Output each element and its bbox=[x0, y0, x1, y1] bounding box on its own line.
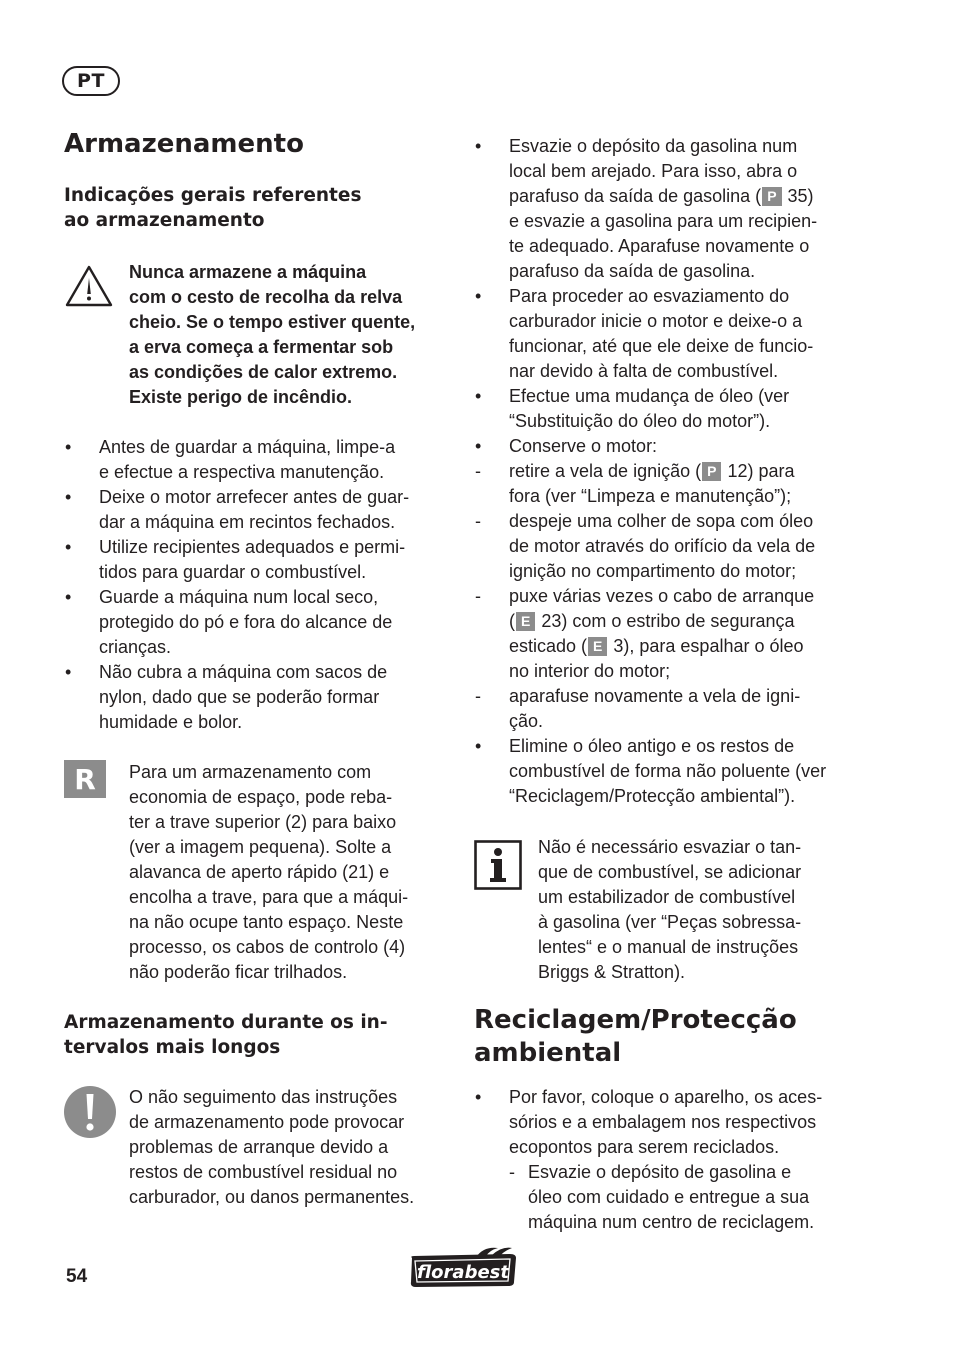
list-item: • Não cubra a máquina com sacos de nylon, dado que se poderão formar humidade e bolor. bbox=[65, 662, 388, 732]
section-title-reciclagem: Reciclagem/Protecção ambiental bbox=[474, 1005, 797, 1068]
r-reference-icon: R bbox=[64, 760, 106, 798]
list-item: • Esvazie o depósito da gasolina num local bem arejado. Para isso, abra o parafuso da saída de gasolina ( P 35) e esvazie a gasolina para um recipien- te adequado. Aparafuse novamente o parafuso da saída de gasolina. bbox=[475, 136, 818, 281]
list-item: • Antes de guardar a máquina, limpe-a e efectue a respectiva manutenção. bbox=[65, 437, 396, 482]
list-item: • Guarde a máquina num local seco, protegido do pó e fora do alcance de crianças. bbox=[65, 587, 393, 657]
exclaim-note-text: O não seguimento das instruções de armazenamento pode provocar problemas de arranque devido a restos de combustível residual no carburador, ou danos permanentes. bbox=[129, 1087, 415, 1207]
warning-text: Nunca armazene a máquina com o cesto de recolha da relva cheio. Se o tempo estiver quente, a erva começa a fermentar sob as condições de calor extremo. Existe perigo de incêndio. bbox=[129, 262, 416, 407]
language-badge: PT bbox=[62, 66, 120, 96]
list-item: • Deixe o motor arrefecer antes de guar- dar a máquina em recintos fechados. bbox=[65, 487, 410, 532]
list-item: • Elimine o óleo antigo e os restos de combustível de forma não poluente (ver “Reciclagem/Protecção ambiental”). bbox=[475, 736, 827, 806]
page-number: 54 bbox=[66, 1266, 88, 1287]
section-title-armazenamento: Armazenamento bbox=[64, 129, 304, 159]
exclamation-circle-icon bbox=[63, 1085, 117, 1139]
storage-bullet-list bbox=[65, 435, 455, 735]
list-item: - Esvazie o depósito de gasolina e óleo com cuidado e entregue a sua máquina num centro de reciclagem. bbox=[509, 1162, 815, 1232]
florabest-logo bbox=[406, 1246, 520, 1290]
subheading-general-storage: Indicações gerais referentes ao armazenamento bbox=[64, 185, 362, 231]
list-item: - retire a vela de ignição ( P 12) para fora (ver “Limpeza e manutenção”); bbox=[475, 461, 795, 506]
subheading-long-storage: Armazenamento durante os in- tervalos mais longos bbox=[64, 1012, 388, 1058]
warning-triangle-icon bbox=[64, 264, 114, 308]
list-item: - puxe várias vezes o cabo de arranque ( E 23) com o estribo de segurança esticado ( E 3), para espalhar o óleo no interior do motor; bbox=[475, 586, 815, 681]
info-icon bbox=[474, 840, 522, 890]
emptying-instructions-list bbox=[475, 134, 875, 809]
recycling-list bbox=[475, 1085, 875, 1235]
figure-e-badge: E bbox=[516, 612, 535, 631]
figure-p-badge: P bbox=[702, 462, 721, 481]
r-note-text: Para um armazenamento com economia de espaço, pode reba- ter a trave superior (2) para baixo (ver a imagem pequena). Solte a alavanca de aperto rápido (21) e encolha a trave, para que a máqui- na não ocupe tanto espaço. Neste processo, os cabos de controlo (4) não poderão ficar trilhados. bbox=[129, 762, 409, 982]
logo-text: florabest bbox=[417, 1262, 509, 1283]
figure-e-badge: E bbox=[588, 637, 607, 656]
list-item: • Para proceder ao esvaziamento do carburador inicie o motor e deixe-o a funcionar, até que ele deixe de funcio- nar devido à falta de combustível. bbox=[475, 286, 814, 381]
list-item: - despeje uma colher de sopa com óleo de motor através do orifício da vela de ignição no compartimento do motor; bbox=[475, 511, 816, 581]
list-item: • Conserve o motor: bbox=[475, 436, 658, 456]
list-item: - aparafuse novamente a vela de igni- ção. bbox=[475, 686, 801, 731]
figure-p-badge: P bbox=[762, 187, 781, 206]
list-item: • Efectue uma mudança de óleo (ver “Substituição do óleo do motor”). bbox=[475, 386, 790, 431]
list-item: • Por favor, coloque o aparelho, os aces- sórios e a embalagem nos respectivos ecopontos para serem reciclados. bbox=[475, 1087, 823, 1157]
info-note-text: Não é necessário esvaziar o tan- que de combustível, se adicionar um estabilizador de combustível à gasolina (ver “Peças sobressa- lentes“ e o manual de instruções Briggs & Stratton). bbox=[538, 837, 802, 982]
list-item: • Utilize recipientes adequados e permi- tidos para guardar o combustível. bbox=[65, 537, 406, 582]
